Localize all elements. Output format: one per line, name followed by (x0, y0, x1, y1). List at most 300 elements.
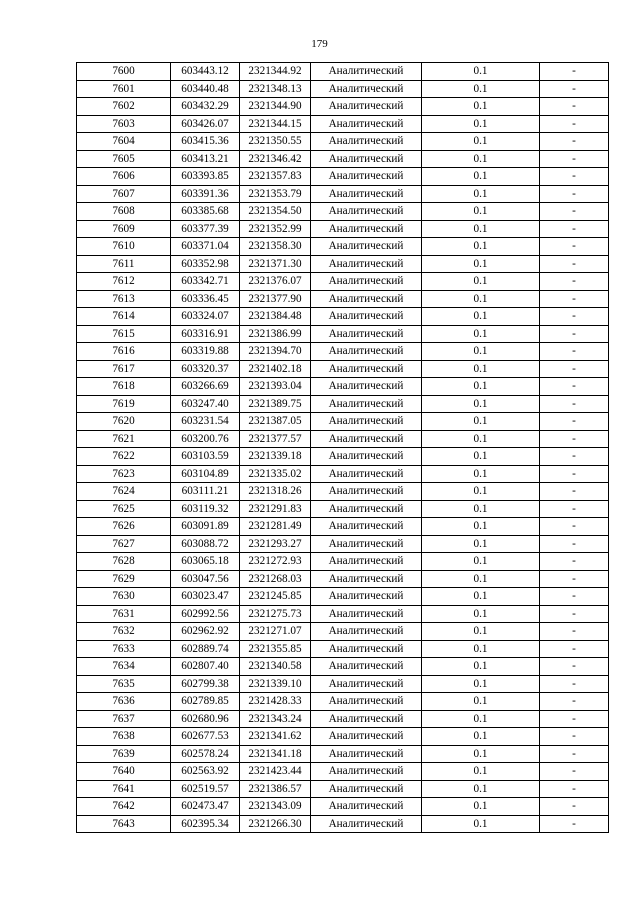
x-coordinate-cell: 603371.04 (171, 238, 240, 256)
table-row (77, 448, 609, 466)
note-cell: - (540, 80, 609, 98)
note-cell: - (540, 483, 609, 501)
accuracy-cell: 0.1 (422, 378, 540, 396)
x-coordinate-cell: 603432.29 (171, 98, 240, 116)
y-coordinate-cell: 2321393.04 (240, 378, 311, 396)
table-row (77, 605, 609, 623)
method-cell: Аналитический (311, 80, 422, 98)
y-coordinate-cell: 2321423.44 (240, 763, 311, 781)
table-row (77, 640, 609, 658)
note-cell: - (540, 570, 609, 588)
x-coordinate-cell: 603320.37 (171, 360, 240, 378)
method-cell: Аналитический (311, 150, 422, 168)
note-cell: - (540, 273, 609, 291)
table-row (77, 203, 609, 221)
method-cell: Аналитический (311, 605, 422, 623)
note-cell: - (540, 815, 609, 833)
table-row (77, 798, 609, 816)
point-number-cell: 7631 (77, 605, 171, 623)
y-coordinate-cell: 2321343.24 (240, 710, 311, 728)
x-coordinate-cell: 603415.36 (171, 133, 240, 151)
x-coordinate-cell: 602799.38 (171, 675, 240, 693)
y-coordinate-cell: 2321353.79 (240, 185, 311, 203)
accuracy-cell: 0.1 (422, 308, 540, 326)
y-coordinate-cell: 2321350.55 (240, 133, 311, 151)
x-coordinate-cell: 603104.89 (171, 465, 240, 483)
method-cell: Аналитический (311, 535, 422, 553)
y-coordinate-cell: 2321339.10 (240, 675, 311, 693)
y-coordinate-cell: 2321402.18 (240, 360, 311, 378)
method-cell: Аналитический (311, 710, 422, 728)
y-coordinate-cell: 2321387.05 (240, 413, 311, 431)
table-row (77, 168, 609, 186)
point-number-cell: 7634 (77, 658, 171, 676)
point-number-cell: 7636 (77, 693, 171, 711)
y-coordinate-cell: 2321377.57 (240, 430, 311, 448)
note-cell: - (540, 308, 609, 326)
point-number-cell: 7601 (77, 80, 171, 98)
table-row (77, 430, 609, 448)
point-number-cell: 7625 (77, 500, 171, 518)
method-cell: Аналитический (311, 360, 422, 378)
y-coordinate-cell: 2321271.07 (240, 623, 311, 641)
point-number-cell: 7611 (77, 255, 171, 273)
note-cell: - (540, 658, 609, 676)
table-row (77, 255, 609, 273)
page-number: 179 (311, 38, 328, 50)
note-cell: - (540, 588, 609, 606)
point-number-cell: 7609 (77, 220, 171, 238)
x-coordinate-cell: 603023.47 (171, 588, 240, 606)
method-cell: Аналитический (311, 448, 422, 466)
point-number-cell: 7639 (77, 745, 171, 763)
accuracy-cell: 0.1 (422, 325, 540, 343)
x-coordinate-cell: 602677.53 (171, 728, 240, 746)
method-cell: Аналитический (311, 815, 422, 833)
point-number-cell: 7640 (77, 763, 171, 781)
method-cell: Аналитический (311, 273, 422, 291)
point-number-cell: 7624 (77, 483, 171, 501)
point-number-cell: 7610 (77, 238, 171, 256)
accuracy-cell: 0.1 (422, 203, 540, 221)
accuracy-cell: 0.1 (422, 255, 540, 273)
table-row (77, 588, 609, 606)
y-coordinate-cell: 2321275.73 (240, 605, 311, 623)
y-coordinate-cell: 2321355.85 (240, 640, 311, 658)
point-number-cell: 7627 (77, 535, 171, 553)
y-coordinate-cell: 2321268.03 (240, 570, 311, 588)
point-number-cell: 7623 (77, 465, 171, 483)
note-cell: - (540, 553, 609, 571)
method-cell: Аналитический (311, 693, 422, 711)
x-coordinate-cell: 602563.92 (171, 763, 240, 781)
accuracy-cell: 0.1 (422, 605, 540, 623)
x-coordinate-cell: 602519.57 (171, 780, 240, 798)
method-cell: Аналитический (311, 675, 422, 693)
x-coordinate-cell: 603088.72 (171, 535, 240, 553)
x-coordinate-cell: 603119.32 (171, 500, 240, 518)
accuracy-cell: 0.1 (422, 430, 540, 448)
accuracy-cell: 0.1 (422, 115, 540, 133)
x-coordinate-cell: 603200.76 (171, 430, 240, 448)
y-coordinate-cell: 2321343.09 (240, 798, 311, 816)
point-number-cell: 7628 (77, 553, 171, 571)
point-number-cell: 7612 (77, 273, 171, 291)
accuracy-cell: 0.1 (422, 343, 540, 361)
method-cell: Аналитический (311, 220, 422, 238)
y-coordinate-cell: 2321340.58 (240, 658, 311, 676)
x-coordinate-cell: 602473.47 (171, 798, 240, 816)
note-cell: - (540, 675, 609, 693)
note-cell: - (540, 203, 609, 221)
accuracy-cell: 0.1 (422, 290, 540, 308)
note-cell: - (540, 395, 609, 413)
note-cell: - (540, 150, 609, 168)
note-cell: - (540, 693, 609, 711)
y-coordinate-cell: 2321281.49 (240, 518, 311, 536)
y-coordinate-cell: 2321266.30 (240, 815, 311, 833)
point-number-cell: 7643 (77, 815, 171, 833)
note-cell: - (540, 763, 609, 781)
note-cell: - (540, 448, 609, 466)
y-coordinate-cell: 2321389.75 (240, 395, 311, 413)
x-coordinate-cell: 603231.54 (171, 413, 240, 431)
method-cell: Аналитический (311, 203, 422, 221)
x-coordinate-cell: 603319.88 (171, 343, 240, 361)
x-coordinate-cell: 603065.18 (171, 553, 240, 571)
table-row (77, 483, 609, 501)
table-row (77, 378, 609, 396)
x-coordinate-cell: 603316.91 (171, 325, 240, 343)
x-coordinate-cell: 603413.21 (171, 150, 240, 168)
y-coordinate-cell: 2321318.26 (240, 483, 311, 501)
table-row (77, 570, 609, 588)
y-coordinate-cell: 2321357.83 (240, 168, 311, 186)
y-coordinate-cell: 2321272.93 (240, 553, 311, 571)
table-row (77, 80, 609, 98)
x-coordinate-cell: 603393.85 (171, 168, 240, 186)
note-cell: - (540, 500, 609, 518)
method-cell: Аналитический (311, 518, 422, 536)
method-cell: Аналитический (311, 780, 422, 798)
note-cell: - (540, 290, 609, 308)
table-row (77, 658, 609, 676)
table-row (77, 693, 609, 711)
method-cell: Аналитический (311, 588, 422, 606)
method-cell: Аналитический (311, 640, 422, 658)
accuracy-cell: 0.1 (422, 238, 540, 256)
point-number-cell: 7619 (77, 395, 171, 413)
x-coordinate-cell: 603440.48 (171, 80, 240, 98)
method-cell: Аналитический (311, 763, 422, 781)
method-cell: Аналитический (311, 728, 422, 746)
point-number-cell: 7626 (77, 518, 171, 536)
x-coordinate-cell: 603391.36 (171, 185, 240, 203)
note-cell: - (540, 168, 609, 186)
x-coordinate-cell: 603266.69 (171, 378, 240, 396)
table-row (77, 728, 609, 746)
coordinates-table (76, 62, 609, 833)
note-cell: - (540, 623, 609, 641)
method-cell: Аналитический (311, 185, 422, 203)
method-cell: Аналитический (311, 500, 422, 518)
accuracy-cell: 0.1 (422, 63, 540, 81)
accuracy-cell: 0.1 (422, 360, 540, 378)
point-number-cell: 7615 (77, 325, 171, 343)
y-coordinate-cell: 2321354.50 (240, 203, 311, 221)
point-number-cell: 7604 (77, 133, 171, 151)
x-coordinate-cell: 603336.45 (171, 290, 240, 308)
accuracy-cell: 0.1 (422, 500, 540, 518)
table-row (77, 98, 609, 116)
table-row (77, 220, 609, 238)
y-coordinate-cell: 2321371.30 (240, 255, 311, 273)
x-coordinate-cell: 603385.68 (171, 203, 240, 221)
y-coordinate-cell: 2321341.18 (240, 745, 311, 763)
method-cell: Аналитический (311, 798, 422, 816)
point-number-cell: 7616 (77, 343, 171, 361)
note-cell: - (540, 360, 609, 378)
point-number-cell: 7635 (77, 675, 171, 693)
x-coordinate-cell: 603426.07 (171, 115, 240, 133)
table-row (77, 465, 609, 483)
table-row (77, 150, 609, 168)
point-number-cell: 7642 (77, 798, 171, 816)
accuracy-cell: 0.1 (422, 535, 540, 553)
x-coordinate-cell: 603091.89 (171, 518, 240, 536)
accuracy-cell: 0.1 (422, 80, 540, 98)
note-cell: - (540, 378, 609, 396)
point-number-cell: 7617 (77, 360, 171, 378)
point-number-cell: 7633 (77, 640, 171, 658)
method-cell: Аналитический (311, 133, 422, 151)
y-coordinate-cell: 2321358.30 (240, 238, 311, 256)
note-cell: - (540, 798, 609, 816)
table-row (77, 360, 609, 378)
accuracy-cell: 0.1 (422, 413, 540, 431)
point-number-cell: 7638 (77, 728, 171, 746)
point-number-cell: 7607 (77, 185, 171, 203)
y-coordinate-cell: 2321394.70 (240, 343, 311, 361)
point-number-cell: 7630 (77, 588, 171, 606)
accuracy-cell: 0.1 (422, 745, 540, 763)
method-cell: Аналитический (311, 308, 422, 326)
y-coordinate-cell: 2321291.83 (240, 500, 311, 518)
accuracy-cell: 0.1 (422, 553, 540, 571)
note-cell: - (540, 98, 609, 116)
method-cell: Аналитический (311, 255, 422, 273)
point-number-cell: 7629 (77, 570, 171, 588)
point-number-cell: 7613 (77, 290, 171, 308)
point-number-cell: 7603 (77, 115, 171, 133)
table-row (77, 500, 609, 518)
note-cell: - (540, 518, 609, 536)
accuracy-cell: 0.1 (422, 763, 540, 781)
method-cell: Аналитический (311, 343, 422, 361)
y-coordinate-cell: 2321335.02 (240, 465, 311, 483)
accuracy-cell: 0.1 (422, 780, 540, 798)
note-cell: - (540, 255, 609, 273)
y-coordinate-cell: 2321346.42 (240, 150, 311, 168)
point-number-cell: 7622 (77, 448, 171, 466)
table-row (77, 273, 609, 291)
accuracy-cell: 0.1 (422, 518, 540, 536)
note-cell: - (540, 465, 609, 483)
table-row (77, 343, 609, 361)
point-number-cell: 7637 (77, 710, 171, 728)
table-row (77, 710, 609, 728)
y-coordinate-cell: 2321348.13 (240, 80, 311, 98)
y-coordinate-cell: 2321377.90 (240, 290, 311, 308)
note-cell: - (540, 780, 609, 798)
table-row (77, 763, 609, 781)
accuracy-cell: 0.1 (422, 273, 540, 291)
y-coordinate-cell: 2321344.15 (240, 115, 311, 133)
accuracy-cell: 0.1 (422, 588, 540, 606)
accuracy-cell: 0.1 (422, 693, 540, 711)
method-cell: Аналитический (311, 395, 422, 413)
accuracy-cell: 0.1 (422, 675, 540, 693)
accuracy-cell: 0.1 (422, 623, 540, 641)
table-row (77, 815, 609, 833)
note-cell: - (540, 430, 609, 448)
x-coordinate-cell: 603443.12 (171, 63, 240, 81)
note-cell: - (540, 413, 609, 431)
x-coordinate-cell: 603352.98 (171, 255, 240, 273)
accuracy-cell: 0.1 (422, 465, 540, 483)
accuracy-cell: 0.1 (422, 815, 540, 833)
x-coordinate-cell: 602789.85 (171, 693, 240, 711)
point-number-cell: 7602 (77, 98, 171, 116)
table-row (77, 745, 609, 763)
x-coordinate-cell: 603247.40 (171, 395, 240, 413)
accuracy-cell: 0.1 (422, 395, 540, 413)
y-coordinate-cell: 2321386.99 (240, 325, 311, 343)
y-coordinate-cell: 2321386.57 (240, 780, 311, 798)
y-coordinate-cell: 2321293.27 (240, 535, 311, 553)
note-cell: - (540, 325, 609, 343)
x-coordinate-cell: 602962.92 (171, 623, 240, 641)
accuracy-cell: 0.1 (422, 658, 540, 676)
note-cell: - (540, 343, 609, 361)
table-row (77, 133, 609, 151)
table-row (77, 675, 609, 693)
note-cell: - (540, 745, 609, 763)
x-coordinate-cell: 603103.59 (171, 448, 240, 466)
method-cell: Аналитический (311, 238, 422, 256)
note-cell: - (540, 115, 609, 133)
method-cell: Аналитический (311, 570, 422, 588)
accuracy-cell: 0.1 (422, 798, 540, 816)
table-row (77, 518, 609, 536)
method-cell: Аналитический (311, 430, 422, 448)
table-row (77, 325, 609, 343)
method-cell: Аналитический (311, 168, 422, 186)
table-row (77, 115, 609, 133)
y-coordinate-cell: 2321384.48 (240, 308, 311, 326)
table-row (77, 290, 609, 308)
y-coordinate-cell: 2321344.92 (240, 63, 311, 81)
table-row (77, 308, 609, 326)
accuracy-cell: 0.1 (422, 98, 540, 116)
point-number-cell: 7618 (77, 378, 171, 396)
method-cell: Аналитический (311, 465, 422, 483)
x-coordinate-cell: 603111.21 (171, 483, 240, 501)
point-number-cell: 7641 (77, 780, 171, 798)
note-cell: - (540, 220, 609, 238)
accuracy-cell: 0.1 (422, 448, 540, 466)
x-coordinate-cell: 603047.56 (171, 570, 240, 588)
x-coordinate-cell: 602395.34 (171, 815, 240, 833)
method-cell: Аналитический (311, 553, 422, 571)
note-cell: - (540, 185, 609, 203)
accuracy-cell: 0.1 (422, 168, 540, 186)
method-cell: Аналитический (311, 325, 422, 343)
accuracy-cell: 0.1 (422, 483, 540, 501)
method-cell: Аналитический (311, 483, 422, 501)
note-cell: - (540, 728, 609, 746)
table-row (77, 185, 609, 203)
accuracy-cell: 0.1 (422, 640, 540, 658)
accuracy-cell: 0.1 (422, 133, 540, 151)
y-coordinate-cell: 2321352.99 (240, 220, 311, 238)
y-coordinate-cell: 2321344.90 (240, 98, 311, 116)
table-row (77, 63, 609, 81)
method-cell: Аналитический (311, 745, 422, 763)
method-cell: Аналитический (311, 115, 422, 133)
x-coordinate-cell: 602807.40 (171, 658, 240, 676)
y-coordinate-cell: 2321428.33 (240, 693, 311, 711)
method-cell: Аналитический (311, 98, 422, 116)
point-number-cell: 7606 (77, 168, 171, 186)
method-cell: Аналитический (311, 378, 422, 396)
x-coordinate-cell: 602992.56 (171, 605, 240, 623)
table-row (77, 413, 609, 431)
method-cell: Аналитический (311, 63, 422, 81)
y-coordinate-cell: 2321376.07 (240, 273, 311, 291)
x-coordinate-cell: 602889.74 (171, 640, 240, 658)
x-coordinate-cell: 603342.71 (171, 273, 240, 291)
point-number-cell: 7605 (77, 150, 171, 168)
table-row (77, 623, 609, 641)
point-number-cell: 7620 (77, 413, 171, 431)
accuracy-cell: 0.1 (422, 150, 540, 168)
note-cell: - (540, 238, 609, 256)
table-row (77, 395, 609, 413)
table-row (77, 553, 609, 571)
x-coordinate-cell: 603324.07 (171, 308, 240, 326)
y-coordinate-cell: 2321341.62 (240, 728, 311, 746)
x-coordinate-cell: 602578.24 (171, 745, 240, 763)
point-number-cell: 7600 (77, 63, 171, 81)
x-coordinate-cell: 603377.39 (171, 220, 240, 238)
point-number-cell: 7614 (77, 308, 171, 326)
note-cell: - (540, 63, 609, 81)
method-cell: Аналитический (311, 658, 422, 676)
y-coordinate-cell: 2321339.18 (240, 448, 311, 466)
accuracy-cell: 0.1 (422, 220, 540, 238)
accuracy-cell: 0.1 (422, 710, 540, 728)
note-cell: - (540, 133, 609, 151)
table-row (77, 535, 609, 553)
accuracy-cell: 0.1 (422, 570, 540, 588)
note-cell: - (540, 535, 609, 553)
method-cell: Аналитический (311, 413, 422, 431)
accuracy-cell: 0.1 (422, 728, 540, 746)
note-cell: - (540, 640, 609, 658)
point-number-cell: 7621 (77, 430, 171, 448)
note-cell: - (540, 605, 609, 623)
